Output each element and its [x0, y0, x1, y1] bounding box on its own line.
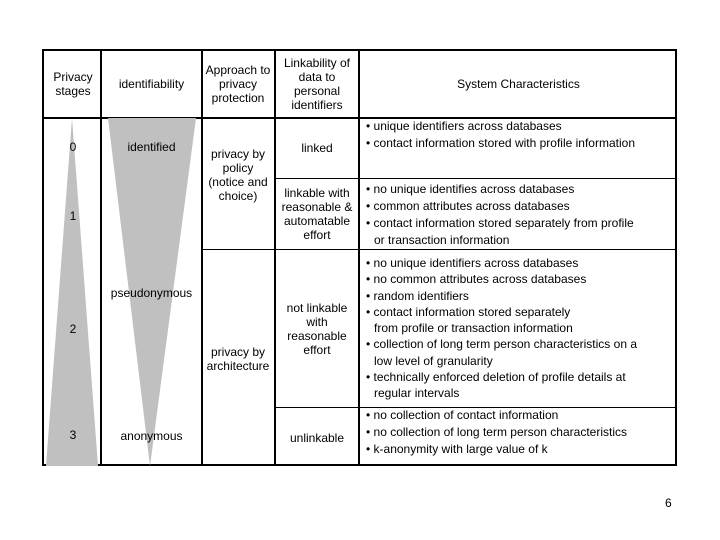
stage-2: 2 [69, 322, 77, 336]
stage-0: 0 [69, 140, 77, 154]
header-system-characteristics: System Characteristics [457, 77, 580, 91]
increasing-privacy-triangle [44, 118, 100, 467]
bullet-item: • technically enforced deletion of profile details at [366, 370, 626, 385]
bullet-item: • no collection of contact information [366, 408, 559, 422]
stage-1: 1 [69, 209, 77, 223]
bullet-continuation: or transaction information [374, 233, 510, 247]
identifiability-pseudonymous: pseudonymous [110, 286, 193, 300]
bullet-item: • contact information stored separately [366, 304, 571, 319]
linkability-unlinkable: unlinkable [289, 430, 345, 445]
bullet-item: • no collection of long term person characteristics [366, 425, 627, 439]
bullet-continuation: regular intervals [374, 386, 460, 401]
bullet-item: • collection of long term person characteristics on a [366, 337, 637, 352]
header-approach: Approach to privacy protection [205, 63, 271, 105]
system-row-1 [366, 181, 634, 249]
approach-architecture: privacy by architecture [206, 345, 270, 373]
system-row-3 [366, 407, 627, 458]
bullet-item: • no unique identifiers across databases [366, 256, 579, 270]
header-privacy-stages: Privacy stages [53, 70, 93, 98]
bullet-item: • no common attributes across databases [366, 272, 587, 287]
row-divider [201, 249, 274, 250]
header-linkability: Linkability of data to personal identifiers [283, 56, 351, 112]
bullet-item: • common attributes across databases [366, 199, 570, 213]
stage-triangle [46, 118, 98, 466]
approach-policy: privacy by policy (notice and choice) [208, 147, 268, 203]
bullet-item: • contact information stored separately from profile [366, 216, 634, 230]
column-divider [201, 51, 203, 464]
identifiability-identified: identified [127, 140, 176, 154]
stage-3: 3 [69, 428, 77, 442]
system-row-0 [366, 118, 635, 152]
header-identifiability: identifiability [118, 77, 185, 91]
bullet-item: • unique identifiers across databases [366, 119, 562, 133]
column-divider [274, 51, 276, 464]
linkability-linked: linked [301, 141, 333, 155]
identifiability-anonymous: anonymous [120, 429, 183, 443]
bullet-continuation: from profile or transaction information [374, 321, 573, 336]
bullet-continuation: low level of granularity [374, 353, 493, 368]
bullet-item: • random identifiers [366, 288, 469, 303]
system-row-2 [366, 255, 637, 402]
linkability-not-linkable: not linkable with reasonable effort [286, 300, 348, 357]
linkability-linkable: linkable with reasonable & automatable effort [281, 186, 353, 242]
bullet-item: • k-anonymity with large value of k [366, 442, 548, 456]
page-number: 6 [665, 496, 672, 510]
privacy-stages-table [42, 49, 677, 466]
bullet-item: • contact information stored with profile information [366, 136, 635, 150]
bullet-item: • no unique identifies across databases [366, 182, 575, 196]
